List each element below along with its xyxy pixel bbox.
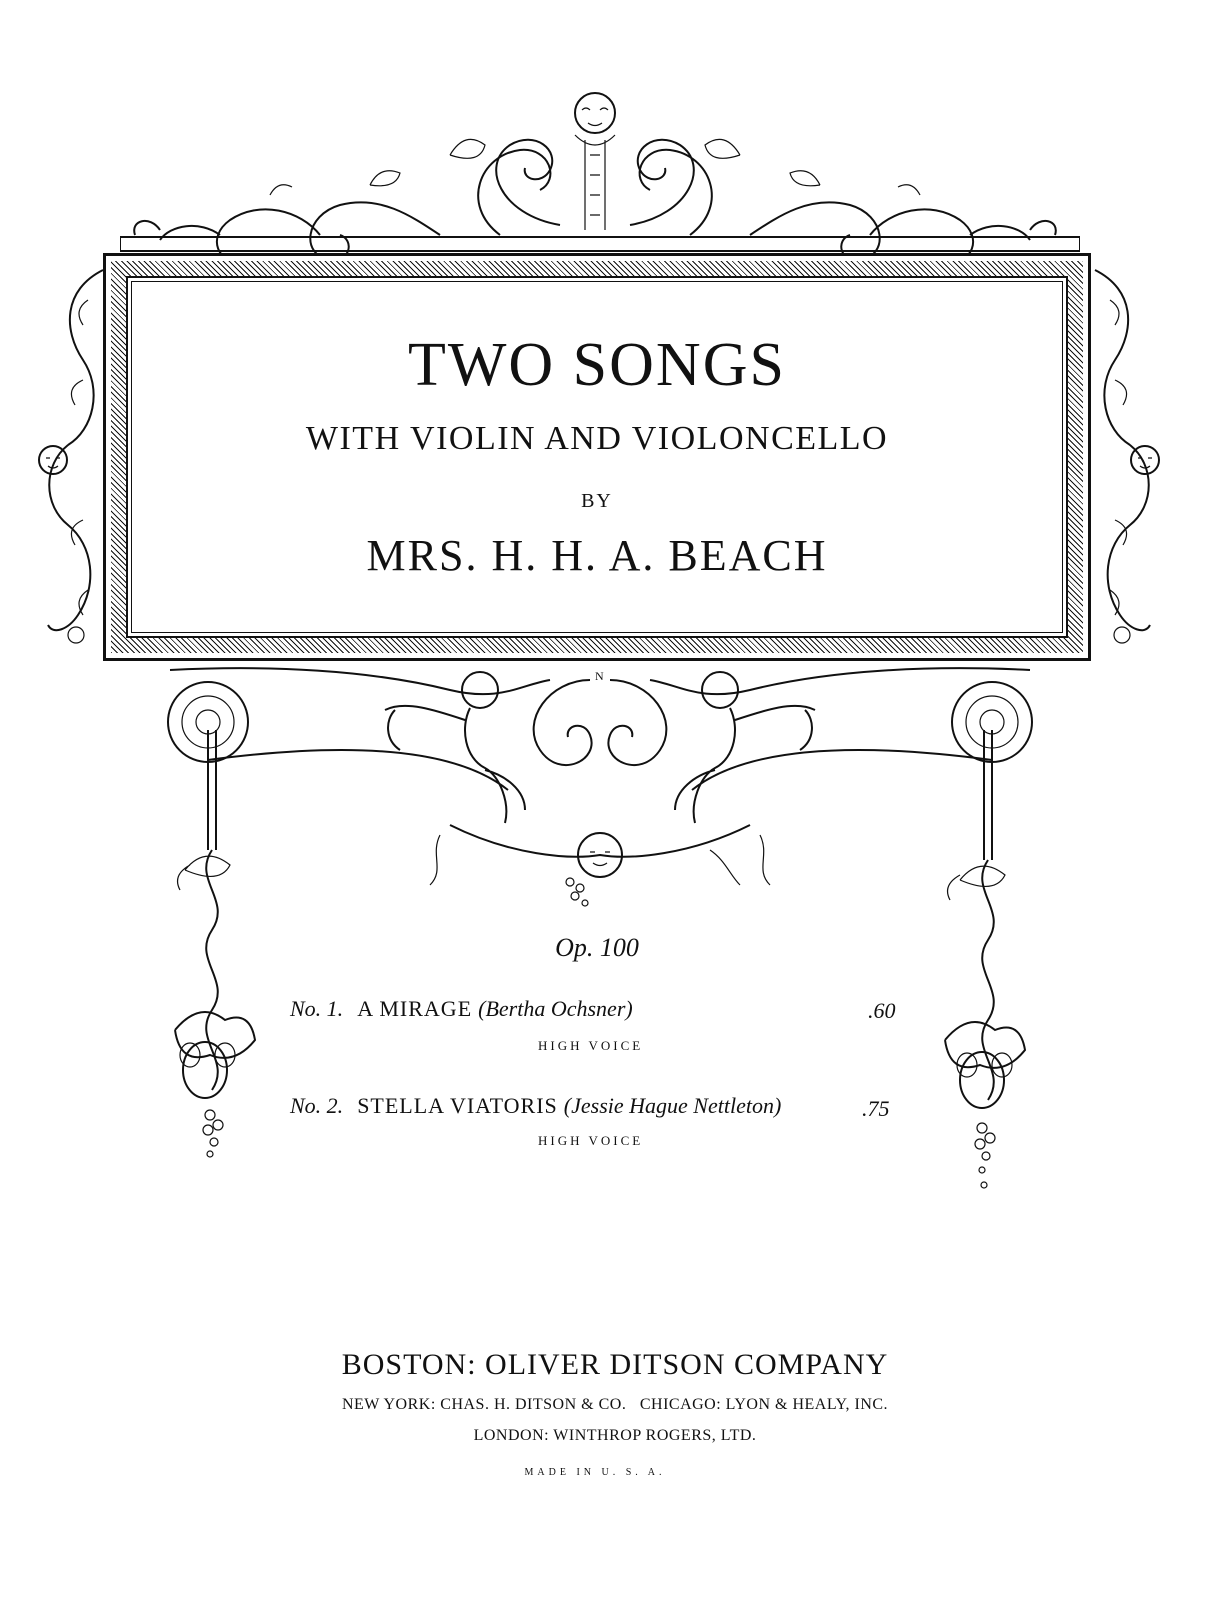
made-in-usa: MADE IN U. S. A. (524, 1467, 666, 1478)
opus-number: Op. 100 (555, 933, 639, 962)
publisher-name: BOSTON: OLIVER DITSON COMPANY (341, 1348, 889, 1381)
engraver-mark: N (595, 669, 604, 683)
right-side-ornament (1090, 260, 1170, 660)
song-entry-1 (290, 996, 633, 1022)
song-price-2: .75 (862, 1096, 890, 1121)
song-voice-2: HIGH VOICE (538, 1133, 644, 1148)
top-scroll-ornament (120, 85, 1080, 255)
cherub-scroll-ornament (150, 660, 1050, 910)
left-side-ornament (28, 260, 108, 660)
song-title: A MIRAGE (357, 996, 473, 1021)
publisher-london: LONDON: WINTHROP ROGERS, LTD. (473, 1427, 757, 1444)
publisher-agents: NEW YORK: CHAS. H. DITSON & CO. CHICAGO: LYON & HEALY, INC. (341, 1396, 889, 1413)
cover-by: BY (581, 490, 613, 512)
song-price-1: .60 (868, 998, 896, 1023)
cover-subtitle: WITH VIOLIN AND VIOLONCELLO (305, 420, 889, 457)
cover-title: TWO SONGS (408, 331, 786, 399)
right-hanging-garland (940, 730, 1030, 1200)
song-entry-2 (290, 1093, 781, 1119)
composer-name: MRS. H. H. A. BEACH (366, 531, 828, 580)
song-number: No. 1. (290, 996, 344, 1021)
song-title: STELLA VIATORIS (357, 1093, 558, 1118)
song-poet: (Jessie Hague Nettleton) (563, 1093, 782, 1118)
song-poet: (Bertha Ochsner) (478, 996, 633, 1021)
song-number: No. 2. (290, 1093, 344, 1118)
song-voice-1: HIGH VOICE (538, 1038, 644, 1053)
